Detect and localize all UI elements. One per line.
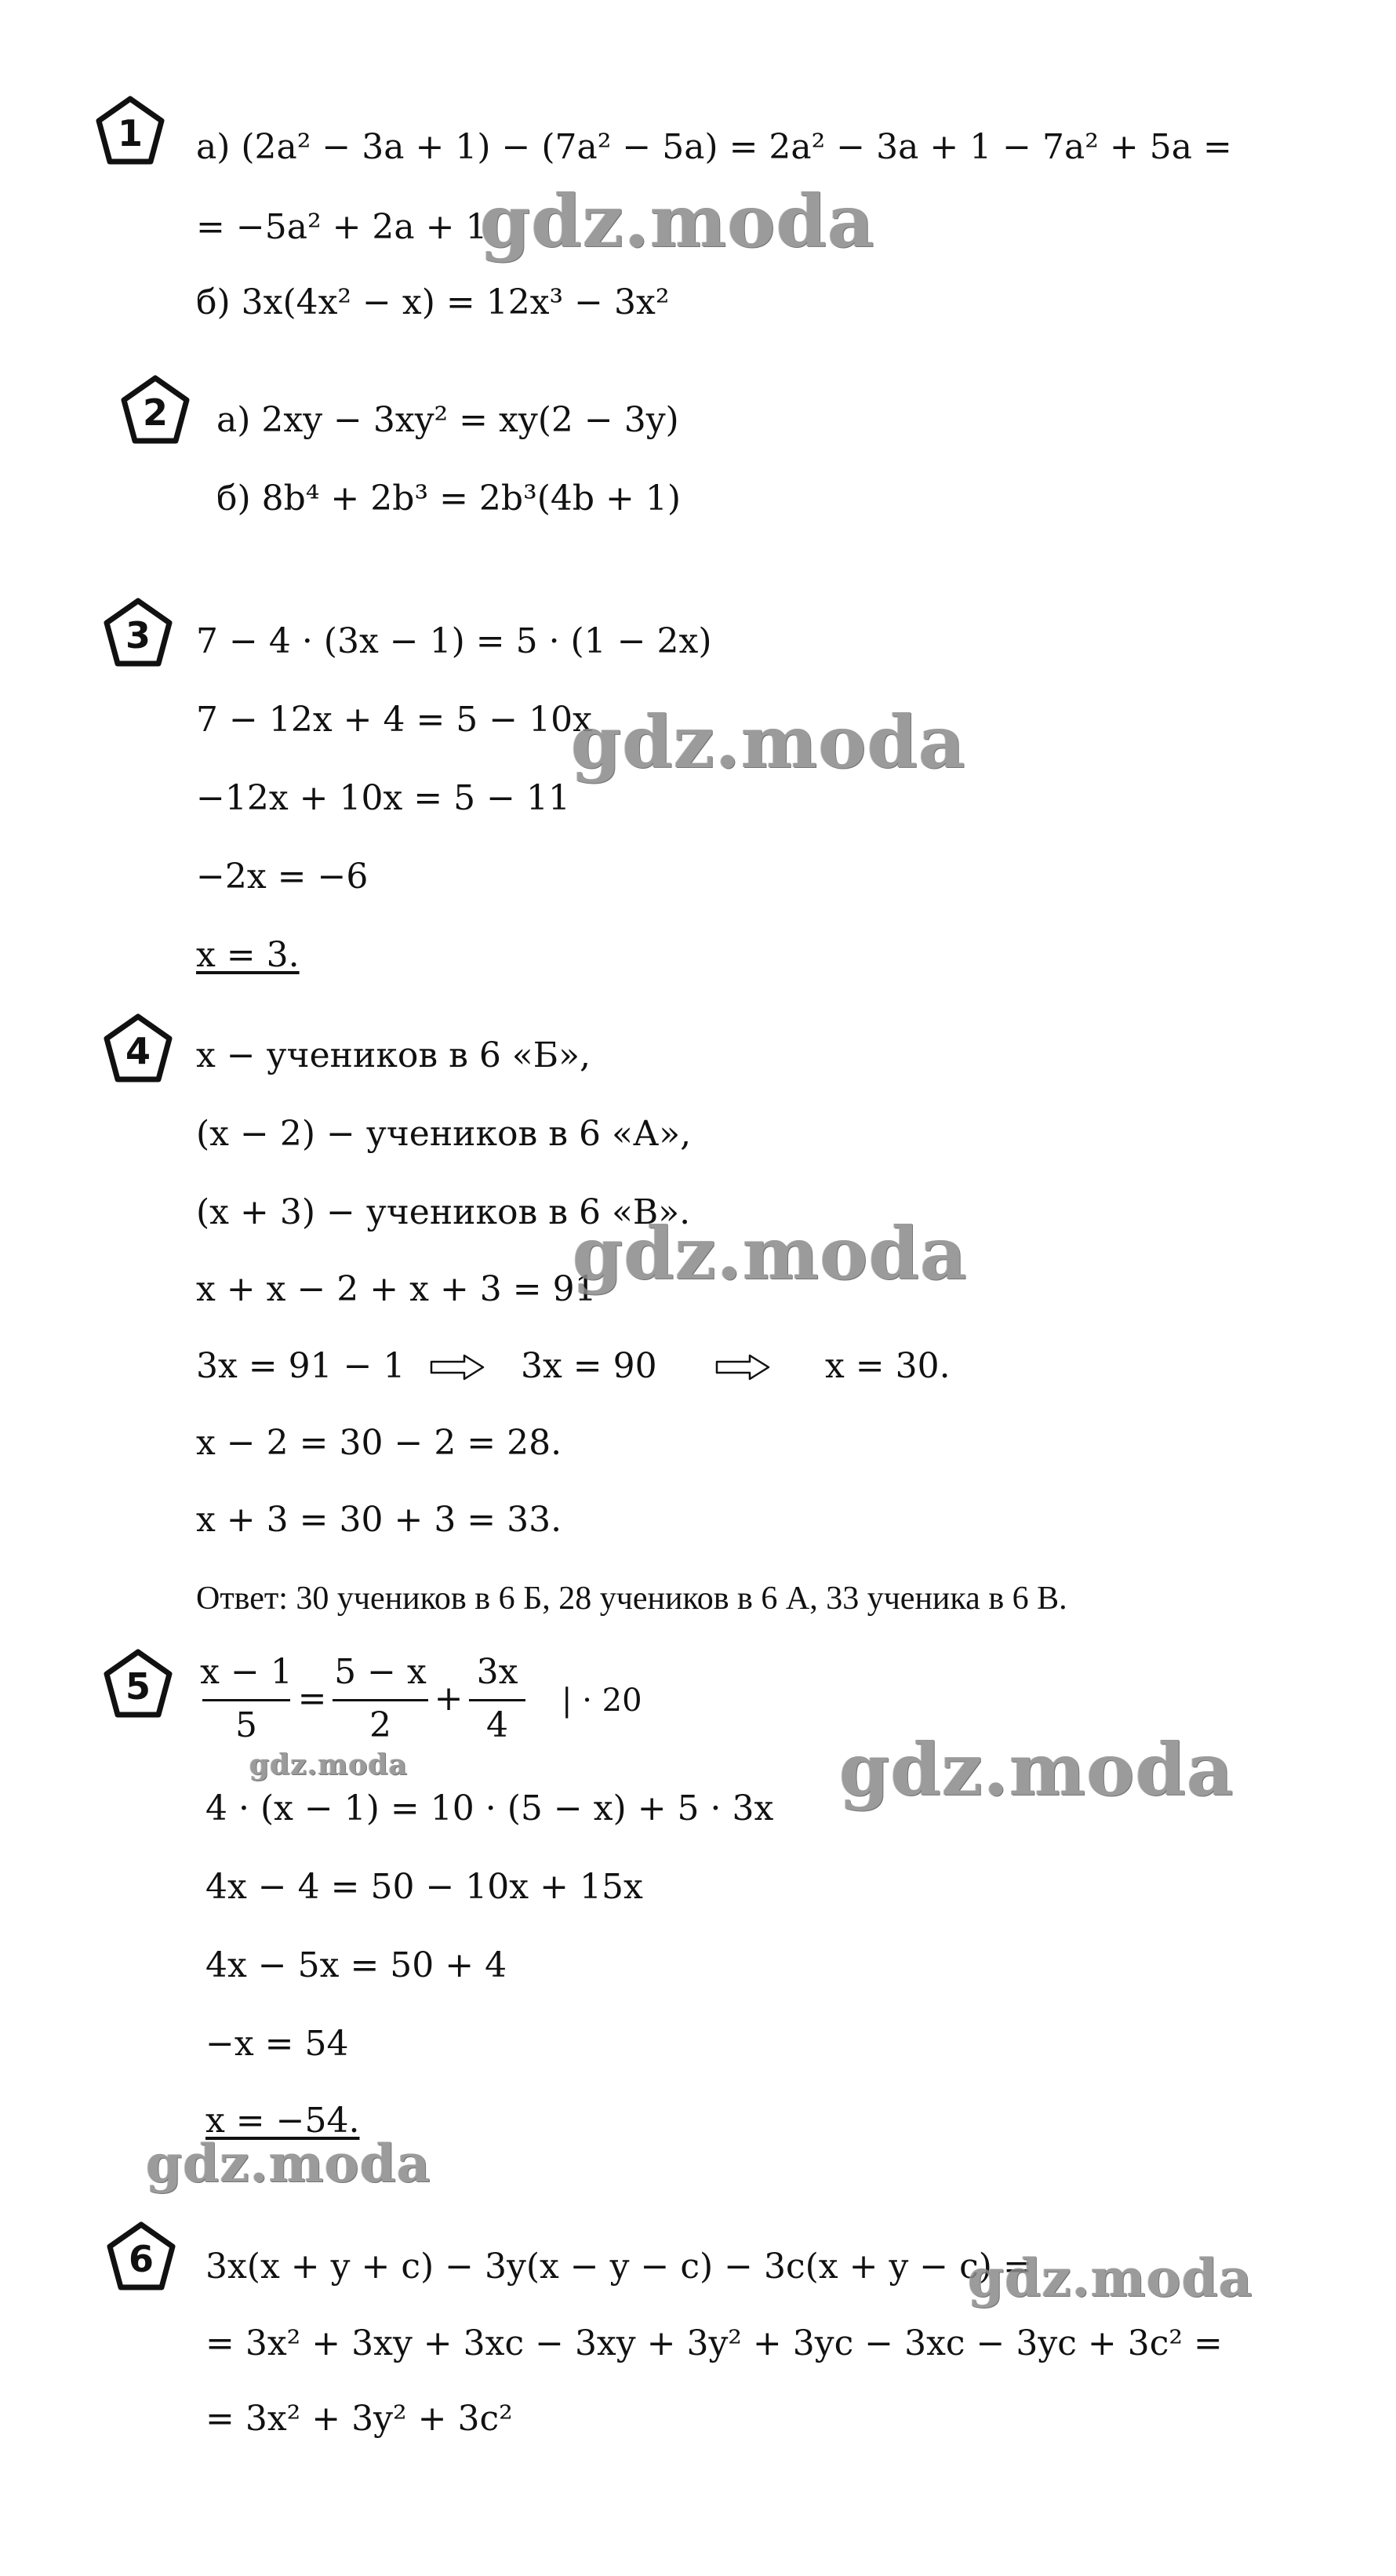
task-number: 2	[142, 391, 168, 434]
task2-line-a: а) 2xy − 3xy² = xy(2 − 3y)	[216, 400, 679, 440]
task6-line: = 3x² + 3xy + 3xc − 3xy + 3y² + 3yc − 3xc − 3yc + 3c² =	[205, 2323, 1223, 2363]
right-arrow-icon	[715, 1354, 770, 1381]
task2-line-b: б) 8b⁴ + 2b³ = 2b³(4b + 1)	[216, 478, 682, 518]
task-number: 4	[125, 1030, 151, 1072]
task4-line: x − 2 = 30 − 2 = 28.	[196, 1423, 562, 1463]
watermark: gdz.moda	[571, 700, 966, 784]
task5-line: −x = 54	[205, 2024, 349, 2064]
task3-result: x = 3.	[196, 935, 300, 975]
task-number: 6	[128, 2238, 154, 2280]
task5-multiplier: | · 20	[562, 1683, 642, 1719]
task4-step-a: 3x = 91 − 1	[196, 1346, 405, 1386]
fraction-1-bar	[202, 1699, 290, 1701]
task4-step-c: x = 30.	[825, 1346, 951, 1386]
task1-line-a-cont: = −5a² + 2a + 1	[196, 207, 488, 247]
task-number: 3	[125, 614, 151, 657]
watermark: gdz.moda	[573, 1211, 968, 1296]
plus-sign: +	[434, 1679, 464, 1719]
fraction-3-bar	[469, 1699, 525, 1701]
task-5-badge	[100, 1647, 176, 1723]
task4-line: x − учеников в 6 «Б»,	[196, 1035, 591, 1075]
task-3-badge	[100, 596, 176, 671]
watermark: gdz.moda	[968, 2247, 1253, 2309]
task4-line: (x + 3) − учеников в 6 «В».	[196, 1192, 691, 1232]
task1-line-a: а) (2a² − 3a + 1) − (7a² − 5a) = 2a² − 3a + 1 − 7a² + 5a =	[196, 127, 1232, 167]
task5-line: 4x − 5x = 50 + 4	[205, 1945, 507, 1985]
watermark: gdz.moda	[146, 2133, 431, 2194]
task3-line: −12x + 10x = 5 − 11	[196, 778, 570, 818]
task6-line: 3x(x + y + c) − 3y(x − y − c) − 3c(x + y − c) =	[205, 2247, 1032, 2287]
task-1-badge	[93, 94, 168, 169]
task6-line: = 3x² + 3y² + 3c²	[205, 2399, 513, 2439]
right-arrow-icon	[430, 1354, 485, 1381]
task4-answer: Ответ: 30 учеников в 6 Б, 28 учеников в 6 А, 33 ученика в 6 В.	[196, 1581, 1067, 1617]
task5-line: 4 · (x − 1) = 10 · (5 − x) + 5 · 3x	[205, 1788, 774, 1828]
fraction-3-numerator: 3x	[476, 1652, 518, 1692]
task4-line: (x − 2) − учеников в 6 «А»,	[196, 1114, 692, 1154]
equals-sign: =	[297, 1679, 327, 1719]
task1-line-b: б) 3x(4x² − x) = 12x³ − 3x²	[196, 282, 670, 322]
watermark: gdz.moda	[839, 1727, 1234, 1812]
task-number: 1	[117, 112, 143, 155]
fraction-2-denominator: 2	[369, 1705, 391, 1745]
fraction-2-bar	[333, 1699, 428, 1701]
fraction-1-denominator: 5	[235, 1705, 257, 1745]
task-6-badge	[104, 2220, 179, 2295]
task5-result: x = −54.	[205, 2101, 360, 2141]
task-number: 5	[125, 1665, 151, 1708]
task3-line: 7 − 12x + 4 = 5 − 10x	[196, 700, 592, 740]
task-2-badge	[118, 373, 193, 449]
watermark: gdz.moda	[249, 1748, 408, 1781]
watermark: gdz.moda	[480, 179, 875, 264]
task4-line: x + x − 2 + x + 3 = 91	[196, 1269, 597, 1309]
task4-line: x + 3 = 30 + 3 = 33.	[196, 1500, 562, 1540]
fraction-1-numerator: x − 1	[200, 1652, 293, 1692]
fraction-2-numerator: 5 − x	[334, 1652, 427, 1692]
task3-line: −2x = −6	[196, 857, 369, 897]
task3-line: 7 − 4 · (3x − 1) = 5 · (1 − 2x)	[196, 621, 712, 661]
task5-line: 4x − 4 = 50 − 10x + 15x	[205, 1867, 643, 1907]
task4-step-b: 3x = 90	[521, 1346, 657, 1386]
task-4-badge	[100, 1012, 176, 1087]
fraction-3-denominator: 4	[486, 1705, 508, 1745]
